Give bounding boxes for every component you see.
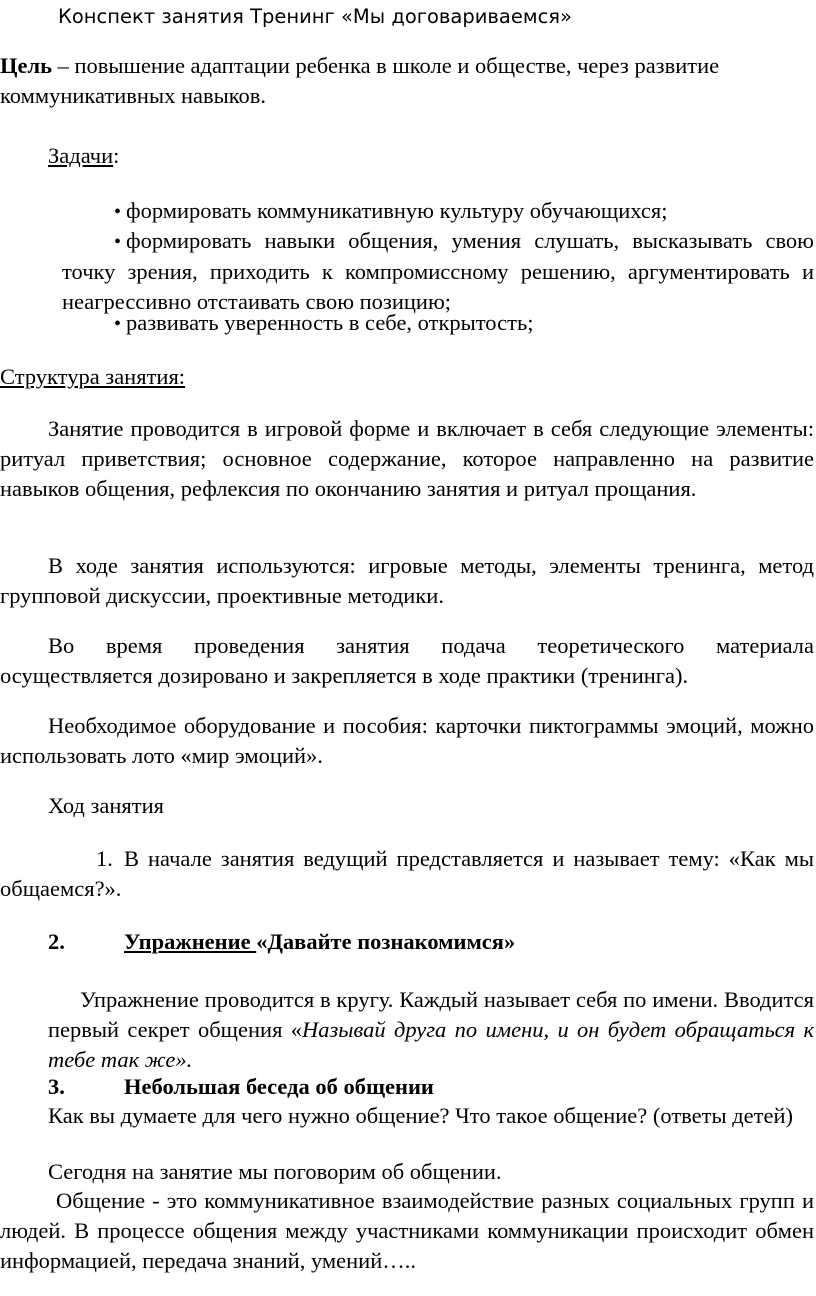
step-number: 3. [48, 1074, 65, 1099]
step-2-italic: Называй друга по имени, и он будет обращаться к тебе так же». [48, 1017, 814, 1072]
step-2-text [48, 985, 814, 1075]
structure-paragraph: Занятие проводится в игровой форме и включает в себя следующие элементы: ритуал приветствия; основное содержание, которое направленно на развитие навыков общения, рефлексия по окончанию занятия и ритуал прощания. [0, 416, 814, 501]
step-3-definition: Общение - это коммуникативное взаимодействие разных социальных групп и людей. В процессе общения между участниками коммуникации происходит обмен информацией, передача знаний, умений….. [0, 1188, 814, 1273]
task-item [62, 308, 814, 339]
structure-paragraph: В ходе занятия используются: игровые методы, элементы тренинга, метод групповой дискуссии, проективные методики. [0, 553, 814, 608]
document-title: Конспект занятия Тренинг «Мы договариваемся» [58, 5, 572, 28]
step-3-heading [48, 1072, 434, 1102]
tasks-label: Задачи [48, 143, 114, 168]
task-text: формировать коммуникативную культуру обучающихся; [126, 198, 668, 223]
step-3-question: Как вы думаете для чего нужно общение? Что такое общение? (ответы детей) [48, 1103, 794, 1128]
course-heading: Ход занятия [48, 793, 164, 818]
step-number: 2. [48, 929, 65, 954]
step-text: В начале занятия ведущий представляется и называет тему: «Как мы общаемся?». [0, 846, 814, 901]
goal-paragraph [0, 51, 790, 111]
structure-paragraph: Необходимое оборудование и пособия: карточки пиктограммы эмоций, можно использовать лото «мир эмоций». [0, 713, 814, 768]
task-item [62, 226, 814, 317]
structure-heading: Структура занятия: [0, 364, 186, 389]
step-2-heading [48, 927, 515, 957]
bullet-icon: • [114, 231, 122, 253]
tasks-colon: : [113, 143, 120, 168]
task-text: развивать уверенность в себе, открытость; [126, 310, 534, 335]
bullet-icon: • [114, 201, 122, 223]
exercise-title: «Давайте познакомимся» [256, 929, 516, 954]
tasks-heading [48, 141, 119, 171]
step-2-plain: Упражнение проводится в кругу. Каждый называет себя по имени. Вводится первый секрет общения « [48, 987, 814, 1042]
structure-paragraph: Во время проведения занятия подача теоретического материала осуществляется дозировано и закрепляется в ходе практики (тренинга). [0, 633, 814, 688]
task-text: формировать навыки общения, умения слушать, высказывать свою точку зрения, приходить к компромиссному решению, аргументировать и неагрессивно отстаивать свою позицию; [62, 228, 814, 314]
step-3-today: Сегодня на занятие мы поговорим об общении. [48, 1159, 502, 1184]
conversation-title: Небольшая беседа об общении [124, 1074, 434, 1099]
exercise-label: Упражнение [124, 929, 257, 954]
bullet-icon: • [114, 313, 122, 335]
goal-label: Цель [0, 53, 53, 78]
task-item [62, 196, 814, 227]
goal-text: – повышение адаптации ребенка в школе и обществе, через развитие коммуникативных навыков. [0, 53, 720, 108]
step-1 [0, 844, 814, 904]
step-number: 1. [96, 846, 113, 871]
